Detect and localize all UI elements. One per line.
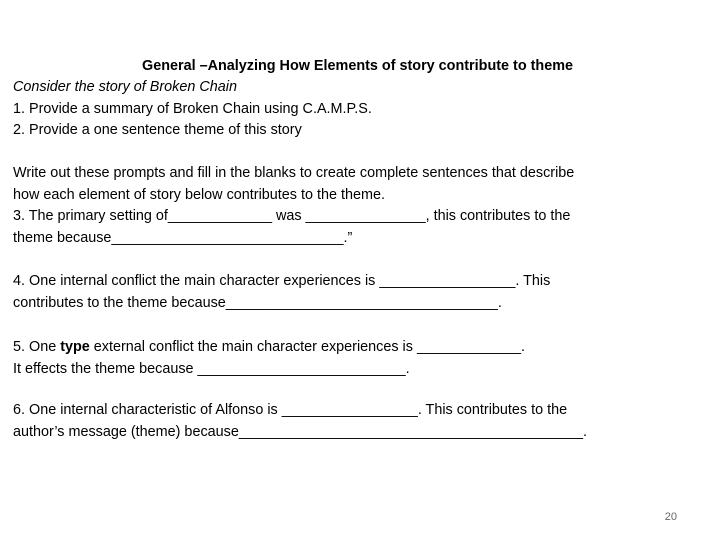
intro-text: Consider the story of Broken Chain <box>13 79 237 95</box>
prompt-5-pre: 5. One <box>13 339 61 355</box>
prompt-5 <box>13 337 703 380</box>
instructions-line: how each element of story below contributes to the theme. <box>13 186 385 203</box>
prompt-5-line: It effects the theme because __________________________. <box>13 360 410 377</box>
prompt-4-line: contributes to the theme because__________________________________. <box>13 294 502 311</box>
prompt-5-line <box>13 337 703 359</box>
instructions-line: Write out these prompts and fill in the blanks to create complete sentences that describe <box>13 165 575 181</box>
prompt-5-post: external conflict the main character experiences is _____________. <box>89 339 525 355</box>
intro-block <box>13 77 703 142</box>
page-number: 20 <box>664 511 677 523</box>
prompt-4 <box>13 271 703 314</box>
list-item: 1. Provide a summary of Broken Chain using C.A.M.P.S. <box>13 100 372 117</box>
prompt-6-line: 6. One internal characteristic of Alfonso is _________________. This contributes to the <box>13 402 568 418</box>
prompt-3-line: 3. The primary setting of_____________ was _______________, this contributes to the <box>13 208 571 224</box>
prompt-3-line: theme because_____________________________.” <box>13 229 353 246</box>
prompt-5-bold-word: type <box>60 339 90 355</box>
prompt-4-line: 4. One internal conflict the main character experiences is _________________. This <box>13 273 551 289</box>
list-item: 2. Provide a one sentence theme of this story <box>13 122 302 138</box>
slide-title: General –Analyzing How Elements of story contribute to theme <box>142 58 573 74</box>
prompt-6 <box>13 400 703 443</box>
prompt-6-line: author’s message (theme) because___________________________________________. <box>13 423 587 440</box>
instructions-block <box>13 163 703 249</box>
